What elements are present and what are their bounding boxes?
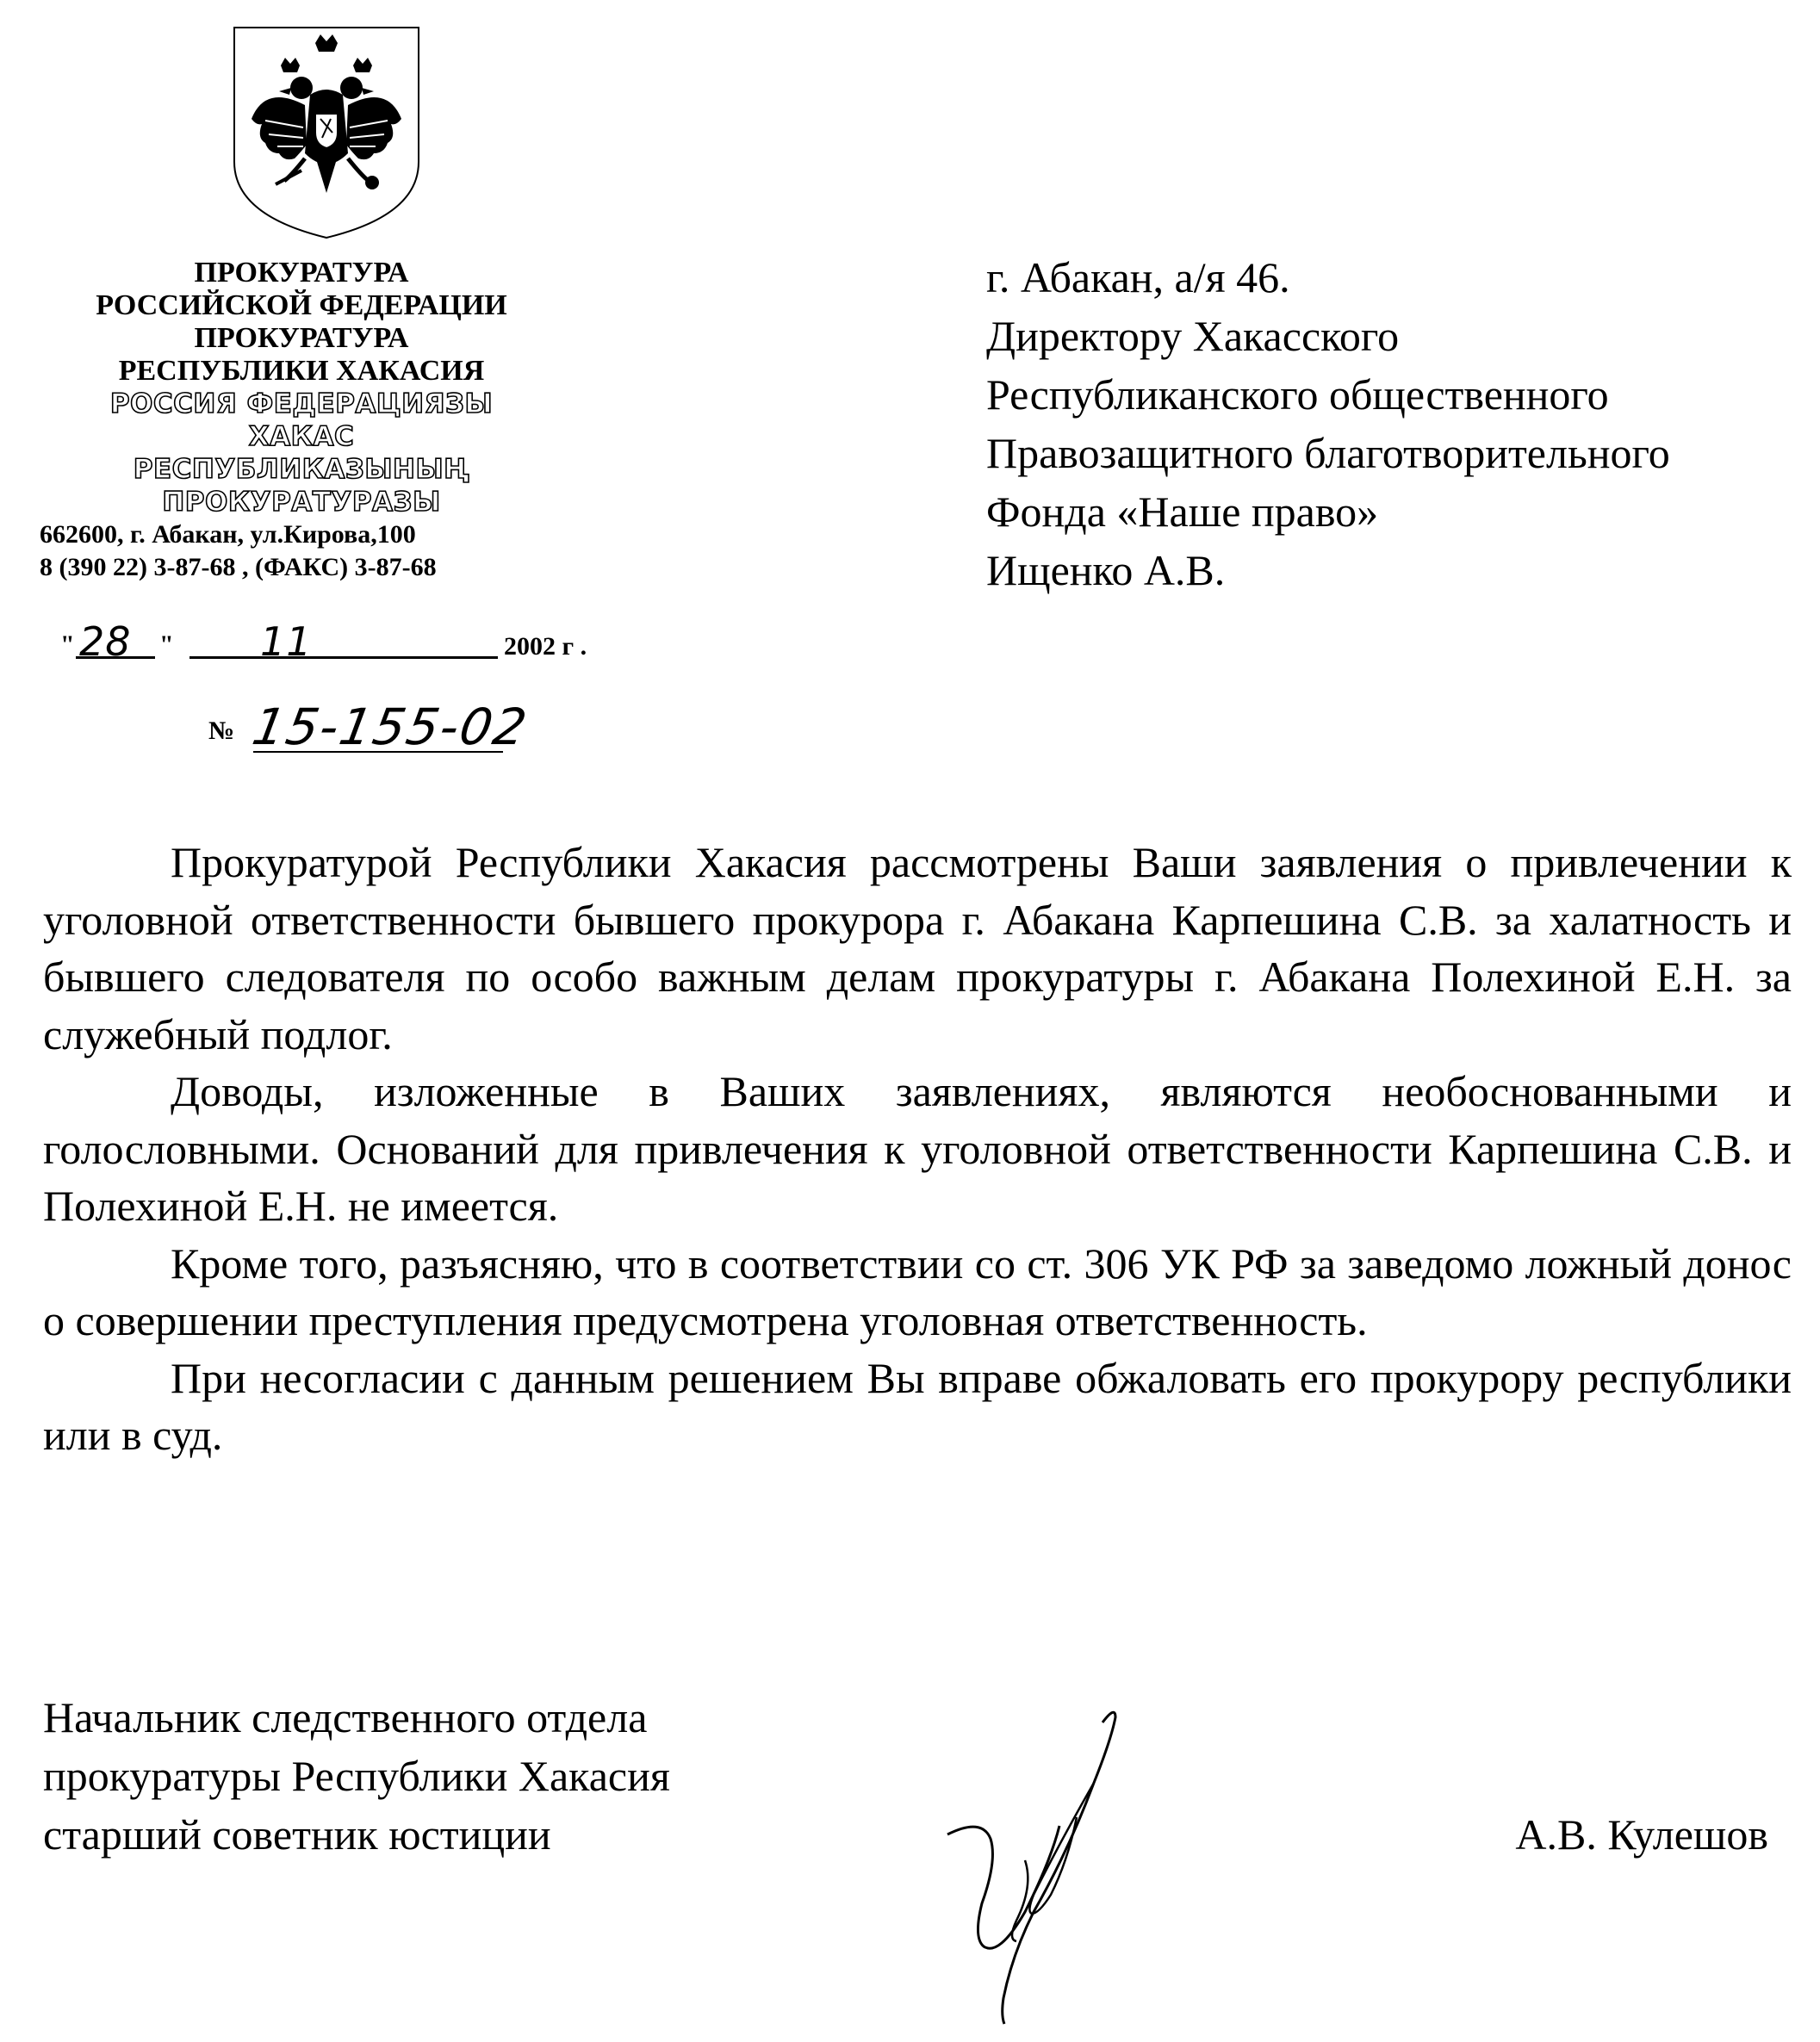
addressee-line: г. Абакан, а/я 46. — [986, 253, 1290, 301]
addressee-line: Фонда «Наше право» — [986, 487, 1379, 536]
letterhead-name-line: ПРОКУРАТУРА — [194, 322, 409, 354]
letterhead-name-line: РОССИЙСКОЙ ФЕДЕРАЦИИ — [96, 289, 507, 321]
letterhead-khakas-line: ПРОКУРАТУРАЗЫ — [162, 487, 441, 518]
letterhead-khakas-line: ХАКАС — [248, 421, 355, 452]
body-paragraph: Кроме того, разъясняю, что в соответствии со ст. 306 УК РФ за заведомо ложный донос о совершении преступления предусмотрена уголовная ответственность. — [43, 1238, 1792, 1344]
number-value: 15-155-02 — [248, 698, 533, 756]
addressee-line: Правозащитного благотворительного — [986, 429, 1670, 477]
date-quote-open: " — [60, 630, 75, 659]
letterhead-address: 662600, г. Абакан, ул.Кирова,100 — [40, 520, 416, 549]
addressee-block — [986, 248, 1796, 599]
letterhead-khakas-line: РОССИЯ ФЕДЕРАЦИЯЗЫ — [109, 388, 494, 419]
date-day-line — [76, 656, 155, 659]
addressee-line: Директору Хакасского — [986, 312, 1400, 360]
body-paragraph: Прокуратурой Республики Хакасия рассмотрены Ваши заявления о привлечении к уголовной ответственности бывшего прокурора г. Абакана Карпешина С.В. за халатность и бывшего следователя по особо важным делам прокуратуры г. Абакана Полехиной Е.Н. за служебный подлог. — [43, 838, 1792, 1058]
letterhead-name-line: РЕСПУБЛИКИ ХАКАСИЯ — [118, 355, 485, 387]
date-day: 28 — [79, 618, 132, 665]
letterhead-name-line: ПРОКУРАТУРА — [194, 257, 409, 289]
letterhead-phone: 8 (390 22) 3-87-68 , (ФАКС) 3-87-68 — [40, 553, 437, 581]
addressee-line: Республиканского общественного — [986, 370, 1609, 419]
body-paragraph: Доводы, изложенные в Ваших заявлениях, являются необоснованными и голословными. Оснований для привлечения к уголовной ответственности Карпешина С.В. и Полехиной Е.Н. не имеется. — [43, 1067, 1792, 1230]
letter-body — [43, 834, 1792, 1464]
date-month-line — [189, 656, 498, 659]
document-date — [60, 618, 612, 665]
handwritten-signature-icon — [930, 1688, 1154, 2033]
signatory-title — [43, 1688, 670, 1864]
number-sign: № — [208, 717, 235, 745]
signatory-title-line: прокуратуры Республики Хакасия — [43, 1752, 670, 1800]
date-month: 11 — [260, 618, 313, 665]
date-quote-close: " — [159, 630, 174, 659]
letterhead-khakas-line: РЕСПУБЛИКАЗЫНЫҢ — [133, 454, 470, 485]
number-line — [253, 751, 503, 753]
signatory-name: А.В. Кулешов — [1515, 1810, 1768, 1859]
signatory-title-line: старший советник юстиции — [43, 1810, 551, 1859]
addressee-line: Ищенко А.В. — [986, 546, 1226, 594]
document-number — [208, 698, 570, 758]
letterhead — [34, 257, 586, 584]
signatory-title-line: Начальник следственного отдела — [43, 1693, 648, 1741]
coat-of-arms-icon — [231, 24, 422, 241]
date-year: 2002 г . — [504, 632, 587, 661]
body-paragraph: При несогласии с данным решением Вы вправе обжаловать его прокурору республики или в суд. — [43, 1353, 1792, 1459]
